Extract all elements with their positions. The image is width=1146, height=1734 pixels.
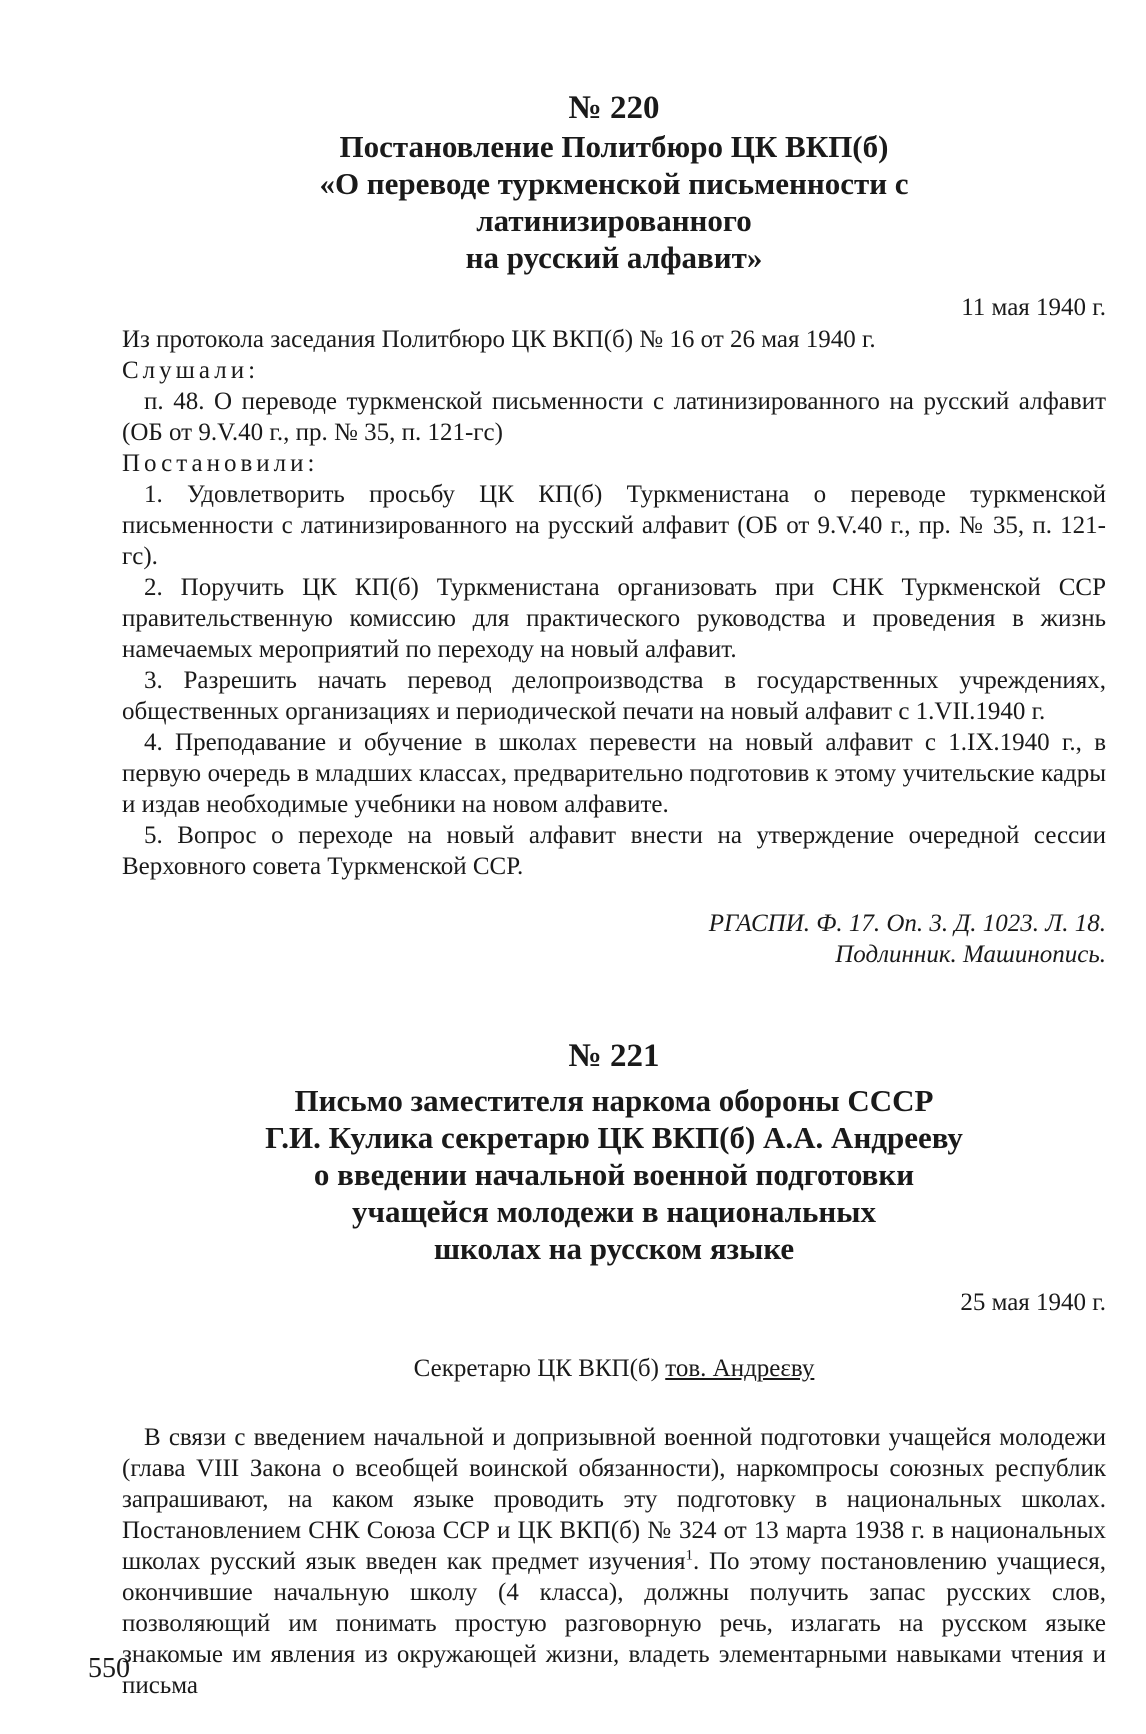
addressee-prefix: Секретарю ЦК ВКП(б) bbox=[413, 1355, 666, 1382]
doc-220-date: 11 мая 1940 г. bbox=[961, 294, 1106, 321]
doc-220-title-line: на русский алфавит» bbox=[465, 240, 763, 275]
doc-220 bbox=[122, 88, 1106, 970]
doc-220-title bbox=[184, 128, 1044, 276]
doc-220-title-line: «О переводе туркменской письменности с латинизированного bbox=[319, 166, 909, 238]
doc-221-title-line: Г.И. Кулика секретарю ЦК ВКП(б) А.А. Андрееву bbox=[265, 1120, 963, 1155]
doc-220-number: № 220 bbox=[568, 90, 660, 126]
doc-220-item: 4. Преподавание и обучение в школах перевести на новый алфавит с 1.IX.1940 г., в первую очередь в младших классах, предварительно подготовив к этому учительские кадры и издав необходимые учебники на новом алфавите. bbox=[122, 729, 1106, 818]
doc-221-addressee bbox=[122, 1353, 1106, 1384]
footnote-mark: 1 bbox=[685, 1547, 694, 1564]
body-text-part1: В связи с введением начальной и допризывной военной подготовки учащейся молодежи (глава VIII Закона о всеобщей воинской обязанности), наркомпросы союзных республик запрашивают, на каком языке проводить эту подготовку в национальных школах. Постановлением СНК Союза ССР и ЦК ВКП(б) № 324 от 13 марта 1938 г. в национальных школах русский язык введен как предмет изучения bbox=[122, 1424, 1106, 1575]
body-text-part2: . По этому постановлению учащиеся, окончившие начальную школу (4 класса), должны получить запас русских слов, позволяющий им понимать простую разговорную речь, излагать на русском языке знакомые им явления из окружающей жизни, владеть элементарными навыками чтения и письма bbox=[122, 1548, 1107, 1699]
doc-221-title bbox=[184, 1082, 1044, 1267]
doc-221-number: № 221 bbox=[568, 1038, 660, 1074]
doc-220-original-note: Подлинник. Машинопись. bbox=[835, 941, 1106, 968]
doc-220-archive-source: РГАСПИ. Ф. 17. Оп. 3. Д. 1023. Л. 18. bbox=[708, 910, 1106, 937]
doc-221-title-line: учащейся молодежи в национальных bbox=[352, 1194, 876, 1229]
doc-220-title-line: Постановление Политбюро ЦК ВКП(б) bbox=[339, 129, 889, 164]
doc-220-resolved-label: Постановили: bbox=[122, 450, 319, 477]
doc-221-date: 25 мая 1940 г. bbox=[960, 1289, 1106, 1316]
doc-221-body bbox=[122, 1422, 1106, 1701]
doc-220-heard-label: Слушали: bbox=[122, 357, 260, 384]
doc-221-title-line: Письмо заместителя наркома обороны СССР bbox=[294, 1083, 934, 1118]
doc-220-item: 5. Вопрос о переходе на новый алфавит внести на утверждение очередной сессии Верховного совета Туркменской ССР. bbox=[122, 822, 1106, 880]
doc-221-title-line: о введении начальной военной подготовки bbox=[313, 1157, 915, 1192]
doc-221-title-line: школах на русском языке bbox=[433, 1231, 795, 1266]
page-number: 550 bbox=[88, 1653, 130, 1684]
doc-220-protocol: Из протокола заседания Политбюро ЦК ВКП(б) № 16 от 26 мая 1940 г. bbox=[122, 326, 876, 353]
doc-220-heard-text: п. 48. О переводе туркменской письменности с латинизированного на русский алфавит (ОБ от 9.V.40 г., пр. № 35, п. 121-гс) bbox=[122, 388, 1106, 446]
addressee-name: тов. Андреεву bbox=[665, 1355, 815, 1382]
doc-220-item: 2. Поручить ЦК КП(б) Туркменистана организовать при СНК Туркменской ССР правительственную комиссию для практического руководства и проведения в жизнь намечаемых мероприятий по переходу на новый алфавит. bbox=[122, 574, 1106, 663]
doc-221 bbox=[122, 1036, 1106, 1701]
doc-220-item: 3. Разрешить начать перевод делопроизводства в государственных учреждениях, общественных организациях и периодической печати на новый алфавит с 1.VII.1940 г. bbox=[122, 667, 1106, 725]
doc-220-item: 1. Удовлетворить просьбу ЦК КП(б) Туркменистана о переводе туркменской письменности с латинизированного на русский алфавит (ОБ от 9.V.40 г., пр. № 35, п. 121-гс). bbox=[122, 481, 1106, 570]
